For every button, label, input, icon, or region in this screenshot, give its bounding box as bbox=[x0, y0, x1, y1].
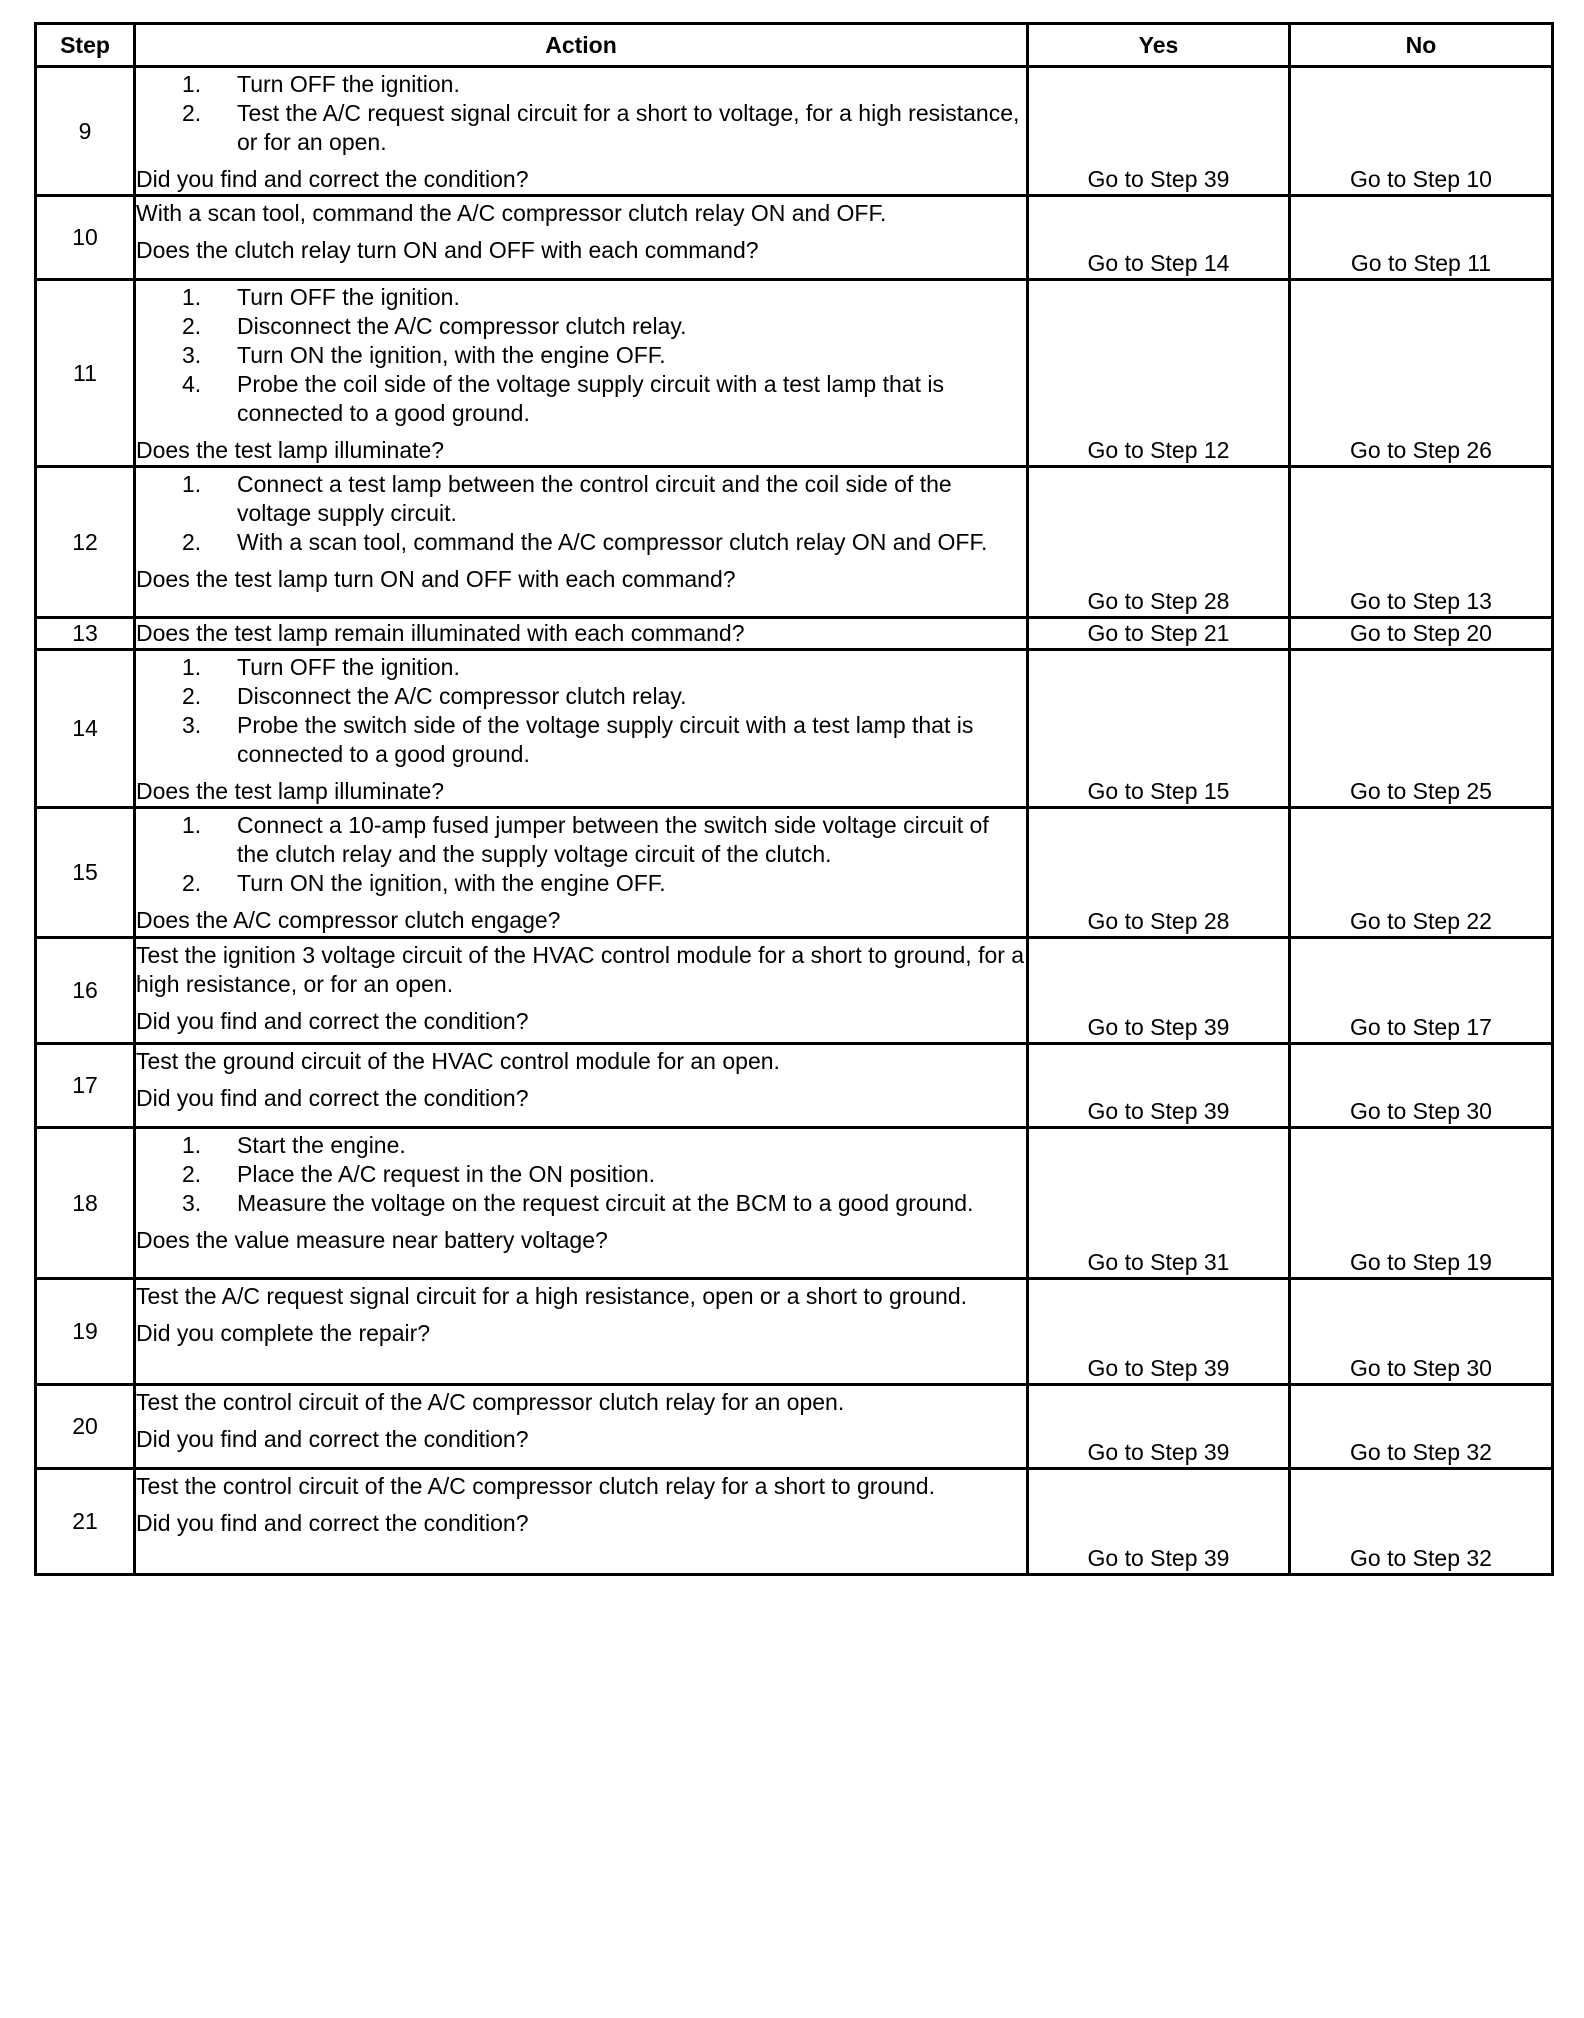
yes-result: Go to Step 12 bbox=[1028, 280, 1290, 467]
yes-result: Go to Step 28 bbox=[1028, 808, 1290, 938]
item-text: Turn ON the ignition, with the engine OFF. bbox=[237, 870, 666, 896]
action-text: Test the control circuit of the A/C compressor clutch relay for a short to ground. bbox=[136, 1473, 935, 1499]
item-text: Connect a test lamp between the control circuit and the coil side of the voltage supply circuit. bbox=[237, 471, 952, 526]
action-item bbox=[182, 99, 1026, 157]
action-question: Did you find and correct the condition? bbox=[136, 1008, 529, 1034]
table-row bbox=[36, 280, 1553, 467]
table-row bbox=[36, 618, 1553, 650]
action-question: Does the clutch relay turn ON and OFF with each command? bbox=[136, 237, 759, 263]
step-number: 14 bbox=[36, 650, 135, 808]
table-row bbox=[36, 650, 1553, 808]
header-step: Step bbox=[36, 24, 135, 67]
no-result: Go to Step 30 bbox=[1290, 1279, 1553, 1385]
action-item bbox=[182, 1160, 1026, 1189]
no-result: Go to Step 20 bbox=[1290, 618, 1553, 650]
action-question: Does the value measure near battery voltage? bbox=[136, 1227, 608, 1253]
action-question: Does the A/C compressor clutch engage? bbox=[136, 907, 561, 933]
action-question: Does the test lamp illuminate? bbox=[136, 437, 445, 463]
action-question: Did you find and correct the condition? bbox=[136, 1085, 529, 1111]
item-text: Turn OFF the ignition. bbox=[237, 71, 460, 97]
action-item bbox=[182, 341, 1026, 370]
table-row bbox=[36, 1044, 1553, 1128]
step-number: 10 bbox=[36, 196, 135, 280]
table-row bbox=[36, 196, 1553, 280]
item-number: 1. bbox=[182, 654, 202, 680]
item-text: Disconnect the A/C compressor clutch relay. bbox=[237, 313, 687, 339]
no-result: Go to Step 19 bbox=[1290, 1128, 1553, 1279]
table-row bbox=[36, 1128, 1553, 1279]
action-text: Test the ground circuit of the HVAC control module for an open. bbox=[136, 1048, 780, 1074]
item-number: 3. bbox=[182, 342, 202, 368]
action-item bbox=[182, 283, 1026, 312]
header-action: Action bbox=[135, 24, 1028, 67]
action-question: Does the test lamp remain illuminated with each command? bbox=[136, 620, 745, 646]
item-number: 2. bbox=[182, 1161, 202, 1187]
yes-result: Go to Step 39 bbox=[1028, 67, 1290, 196]
action-question: Did you complete the repair? bbox=[136, 1320, 431, 1346]
action-cell bbox=[135, 196, 1028, 280]
action-question: Does the test lamp illuminate? bbox=[136, 778, 445, 804]
yes-result: Go to Step 15 bbox=[1028, 650, 1290, 808]
action-list bbox=[136, 70, 1026, 157]
item-text: Probe the switch side of the voltage supply circuit with a test lamp that is connected to a good ground. bbox=[237, 712, 974, 767]
no-result: Go to Step 22 bbox=[1290, 808, 1553, 938]
action-cell bbox=[135, 1128, 1028, 1279]
step-number: 13 bbox=[36, 618, 135, 650]
action-item bbox=[182, 869, 1026, 898]
no-result: Go to Step 11 bbox=[1290, 196, 1553, 280]
item-text: Connect a 10-amp fused jumper between the switch side voltage circuit of the clutch relay and the supply voltage circuit of the clutch. bbox=[237, 812, 989, 867]
item-number: 1. bbox=[182, 471, 202, 497]
header-no: No bbox=[1290, 24, 1553, 67]
yes-result: Go to Step 39 bbox=[1028, 1044, 1290, 1128]
action-cell bbox=[135, 618, 1028, 650]
yes-result: Go to Step 39 bbox=[1028, 1469, 1290, 1575]
no-result: Go to Step 32 bbox=[1290, 1469, 1553, 1575]
action-list bbox=[136, 653, 1026, 769]
table-row bbox=[36, 67, 1553, 196]
action-cell bbox=[135, 1385, 1028, 1469]
step-number: 18 bbox=[36, 1128, 135, 1279]
item-text: Measure the voltage on the request circuit at the BCM to a good ground. bbox=[237, 1190, 974, 1216]
item-text: Turn OFF the ignition. bbox=[237, 654, 460, 680]
item-text: Start the engine. bbox=[237, 1132, 406, 1158]
yes-result: Go to Step 28 bbox=[1028, 467, 1290, 618]
action-cell bbox=[135, 808, 1028, 938]
item-number: 3. bbox=[182, 712, 202, 738]
step-number: 19 bbox=[36, 1279, 135, 1385]
action-cell bbox=[135, 1279, 1028, 1385]
item-number: 2. bbox=[182, 100, 202, 126]
step-number: 12 bbox=[36, 467, 135, 618]
step-number: 21 bbox=[36, 1469, 135, 1575]
action-text: Test the A/C request signal circuit for a high resistance, open or a short to ground. bbox=[136, 1283, 968, 1309]
table-row bbox=[36, 467, 1553, 618]
action-cell bbox=[135, 650, 1028, 808]
header-row bbox=[36, 24, 1553, 67]
item-number: 1. bbox=[182, 812, 202, 838]
item-number: 1. bbox=[182, 1132, 202, 1158]
action-item bbox=[182, 1189, 1026, 1218]
item-text: Test the A/C request signal circuit for a short to voltage, for a high resistance, or for an open. bbox=[237, 100, 1020, 155]
action-question: Did you find and correct the condition? bbox=[136, 1510, 529, 1536]
action-cell bbox=[135, 1469, 1028, 1575]
action-list bbox=[136, 283, 1026, 428]
item-text: Turn ON the ignition, with the engine OFF. bbox=[237, 342, 666, 368]
item-text: Disconnect the A/C compressor clutch relay. bbox=[237, 683, 687, 709]
action-item bbox=[182, 711, 1026, 769]
item-text: Probe the coil side of the voltage supply circuit with a test lamp that is connected to a good ground. bbox=[237, 371, 944, 426]
item-text: With a scan tool, command the A/C compressor clutch relay ON and OFF. bbox=[237, 529, 988, 555]
action-item bbox=[182, 811, 1026, 869]
item-number: 3. bbox=[182, 1190, 202, 1216]
action-cell bbox=[135, 280, 1028, 467]
action-list bbox=[136, 470, 1026, 557]
action-item bbox=[182, 653, 1026, 682]
action-item bbox=[182, 682, 1026, 711]
step-number: 17 bbox=[36, 1044, 135, 1128]
action-text: With a scan tool, command the A/C compressor clutch relay ON and OFF. bbox=[136, 200, 887, 226]
action-cell bbox=[135, 467, 1028, 618]
no-result: Go to Step 17 bbox=[1290, 938, 1553, 1044]
action-item bbox=[182, 528, 1026, 557]
item-number: 2. bbox=[182, 683, 202, 709]
item-number: 2. bbox=[182, 870, 202, 896]
action-item bbox=[182, 1131, 1026, 1160]
no-result: Go to Step 10 bbox=[1290, 67, 1553, 196]
item-number: 1. bbox=[182, 284, 202, 310]
table-row bbox=[36, 1469, 1553, 1575]
item-text: Turn OFF the ignition. bbox=[237, 284, 460, 310]
no-result: Go to Step 13 bbox=[1290, 467, 1553, 618]
action-cell bbox=[135, 938, 1028, 1044]
no-result: Go to Step 32 bbox=[1290, 1385, 1553, 1469]
item-text: Place the A/C request in the ON position. bbox=[237, 1161, 656, 1187]
yes-result: Go to Step 31 bbox=[1028, 1128, 1290, 1279]
item-number: 1. bbox=[182, 71, 202, 97]
step-number: 11 bbox=[36, 280, 135, 467]
table-row bbox=[36, 938, 1553, 1044]
action-list bbox=[136, 811, 1026, 898]
no-result: Go to Step 25 bbox=[1290, 650, 1553, 808]
item-number: 4. bbox=[182, 371, 202, 397]
no-result: Go to Step 30 bbox=[1290, 1044, 1553, 1128]
action-item bbox=[182, 470, 1026, 528]
yes-result: Go to Step 39 bbox=[1028, 1385, 1290, 1469]
step-number: 15 bbox=[36, 808, 135, 938]
step-number: 20 bbox=[36, 1385, 135, 1469]
action-cell bbox=[135, 1044, 1028, 1128]
item-number: 2. bbox=[182, 313, 202, 339]
no-result: Go to Step 26 bbox=[1290, 280, 1553, 467]
item-number: 2. bbox=[182, 529, 202, 555]
yes-result: Go to Step 14 bbox=[1028, 196, 1290, 280]
action-text: Test the ignition 3 voltage circuit of the HVAC control module for a short to ground, for a high resistance, or for an open. bbox=[136, 942, 1025, 997]
table-row bbox=[36, 808, 1553, 938]
step-number: 9 bbox=[36, 67, 135, 196]
yes-result: Go to Step 21 bbox=[1028, 618, 1290, 650]
table-row bbox=[36, 1385, 1553, 1469]
action-question: Did you find and correct the condition? bbox=[136, 1426, 529, 1452]
yes-result: Go to Step 39 bbox=[1028, 938, 1290, 1044]
header-yes: Yes bbox=[1028, 24, 1290, 67]
action-item bbox=[182, 70, 1026, 99]
table-row bbox=[36, 1279, 1553, 1385]
action-item bbox=[182, 312, 1026, 341]
action-question: Did you find and correct the condition? bbox=[136, 166, 529, 192]
action-question: Does the test lamp turn ON and OFF with each command? bbox=[136, 566, 736, 592]
action-text: Test the control circuit of the A/C compressor clutch relay for an open. bbox=[136, 1389, 845, 1415]
yes-result: Go to Step 39 bbox=[1028, 1279, 1290, 1385]
step-number: 16 bbox=[36, 938, 135, 1044]
action-cell bbox=[135, 67, 1028, 196]
diagnostic-table bbox=[34, 22, 1554, 1576]
action-list bbox=[136, 1131, 1026, 1218]
action-item bbox=[182, 370, 1026, 428]
